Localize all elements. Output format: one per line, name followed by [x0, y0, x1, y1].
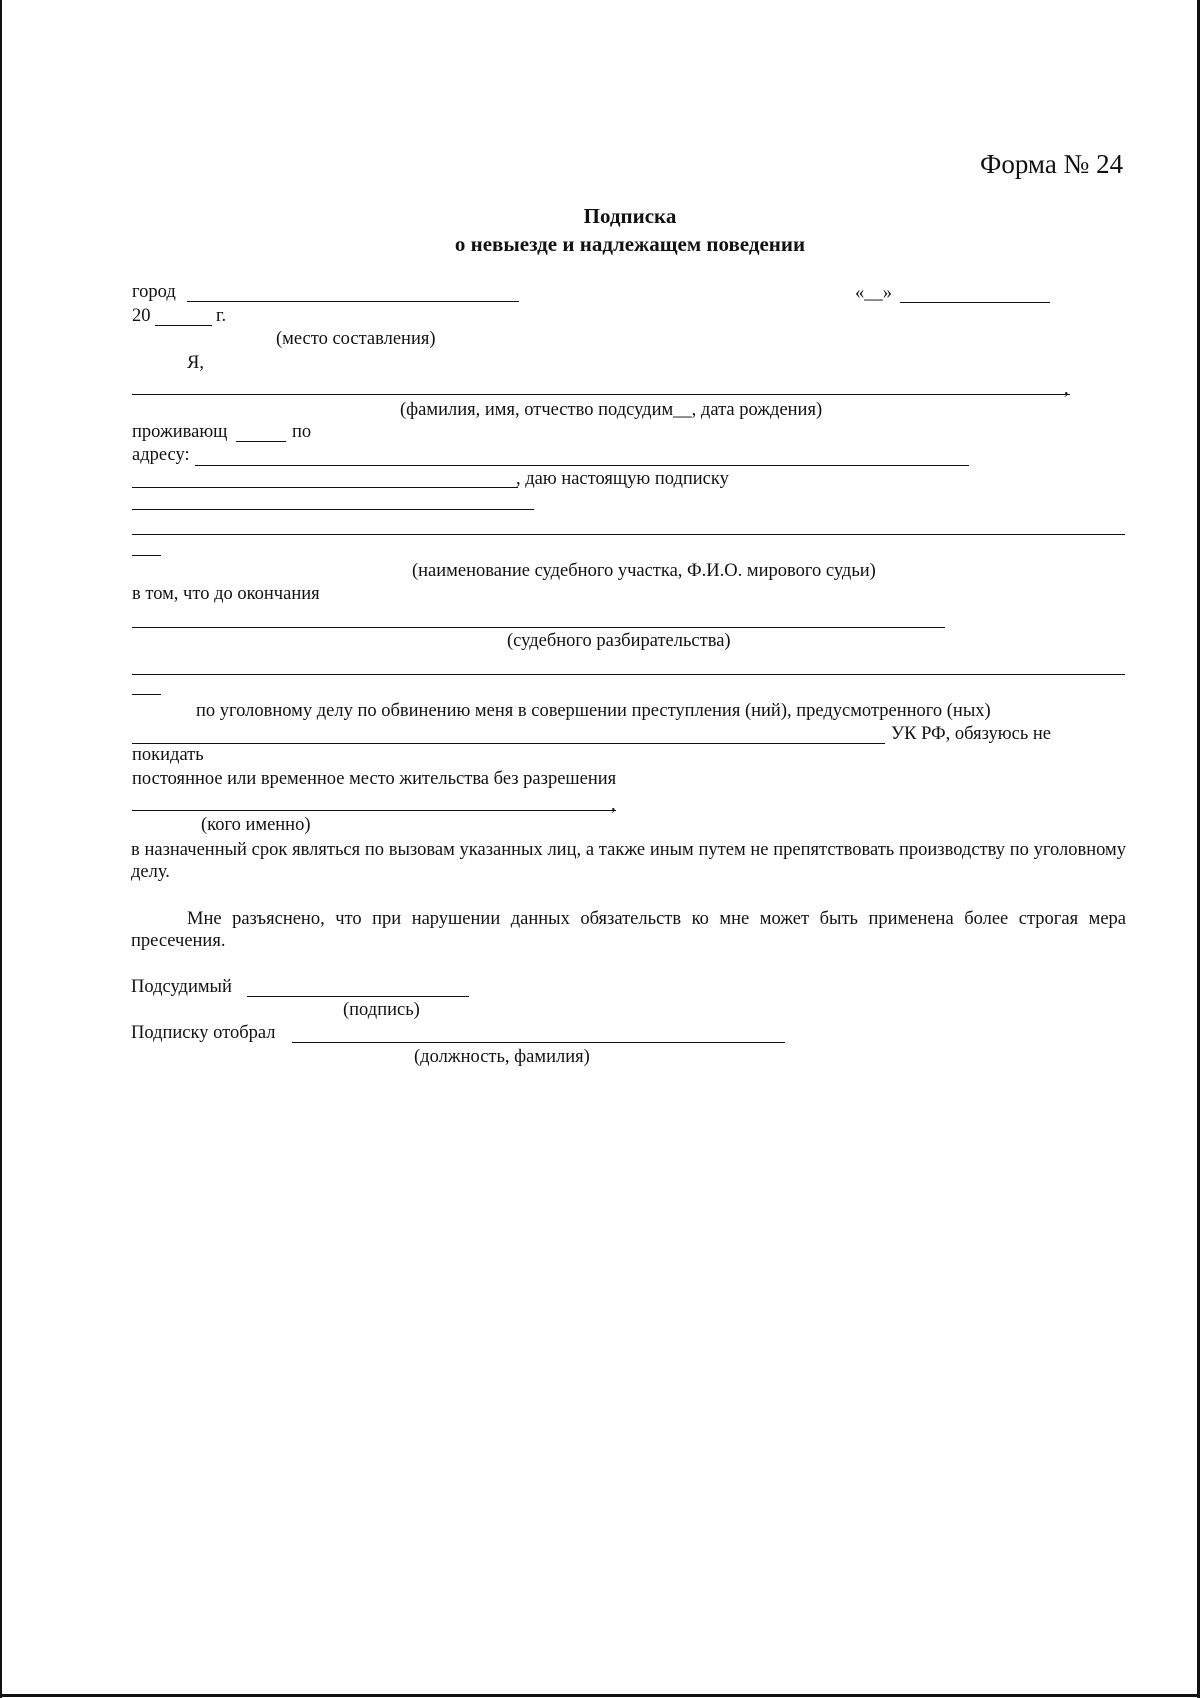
fio-caption: (фамилия, имя, отчество подсудим__, дата рождения) — [400, 400, 823, 420]
scan-edge-bottom — [0, 1694, 1200, 1697]
date-month-field[interactable] — [900, 302, 1050, 303]
signature-caption: (подпись) — [343, 1000, 420, 1020]
residence-text: постоянное или временное место жительства без разрешения — [132, 769, 617, 789]
trial-field-tail[interactable] — [132, 694, 161, 695]
whom-comma: , — [611, 795, 616, 815]
address-field[interactable] — [195, 465, 969, 466]
whom-field[interactable] — [132, 810, 616, 811]
uk-text: УК РФ, обязуюсь не — [891, 724, 1051, 744]
residing-ending-field[interactable] — [236, 441, 286, 442]
form-number: Форма № 24 — [980, 149, 1124, 179]
document-subtitle: о невыезде и надлежащем поведении — [454, 232, 806, 256]
whom-caption: (кого именно) — [201, 815, 311, 835]
court-field-line2[interactable] — [132, 534, 1125, 535]
position-caption: (должность, фамилия) — [414, 1047, 590, 1067]
fio-field[interactable] — [132, 394, 1070, 395]
court-field-tail[interactable] — [132, 555, 161, 556]
defendant-label: Подсудимый — [131, 977, 232, 997]
leave-text: покидать — [132, 745, 204, 765]
po-label: по — [292, 422, 312, 442]
taken-label: Подписку отобрал — [131, 1023, 276, 1043]
address-label: адресу: — [132, 445, 190, 465]
city-label: город — [132, 282, 176, 302]
residing-label: проживающ — [132, 422, 228, 442]
trial-field[interactable] — [132, 627, 945, 628]
place-caption: (место составления) — [276, 329, 436, 349]
case-text: по уголовному делу по обвинению меня в совершении преступления (ний), предусмотренного (ных) — [196, 701, 991, 721]
court-caption: (наименование судебного участка, Ф.И.О. мирового судьи) — [412, 561, 876, 581]
date-day-quote: «__» — [855, 283, 892, 303]
year-suffix: г. — [216, 306, 227, 326]
until-text: в том, что до окончания — [132, 584, 320, 604]
document-title: Подписка — [583, 204, 677, 228]
year-field[interactable] — [155, 325, 212, 326]
explained-paragraph: Мне разъяснено, что при нарушении данных обязательств ко мне может быть применена более строгая мера пресечения. — [131, 909, 1126, 951]
fio-comma: , — [1064, 379, 1069, 399]
defendant-signature-field[interactable] — [247, 996, 469, 997]
officer-field[interactable] — [292, 1042, 785, 1043]
year-prefix: 20 — [132, 306, 151, 326]
trial-field-line2[interactable] — [132, 674, 1125, 675]
article-field[interactable] — [132, 743, 885, 744]
city-field[interactable] — [187, 301, 519, 302]
scan-edge-left — [0, 0, 2, 1698]
address-field-line2[interactable] — [132, 487, 518, 488]
court-field-line1[interactable] — [132, 509, 534, 510]
give-text: , даю настоящую подписку — [516, 469, 729, 489]
i-label: Я, — [187, 353, 204, 373]
appear-paragraph: в назначенный срок являться по вызовам указанных лиц, а также иным путем не препятствовать производству по уголовному делу. — [131, 840, 1126, 882]
trial-caption: (судебного разбирательства) — [507, 631, 731, 651]
